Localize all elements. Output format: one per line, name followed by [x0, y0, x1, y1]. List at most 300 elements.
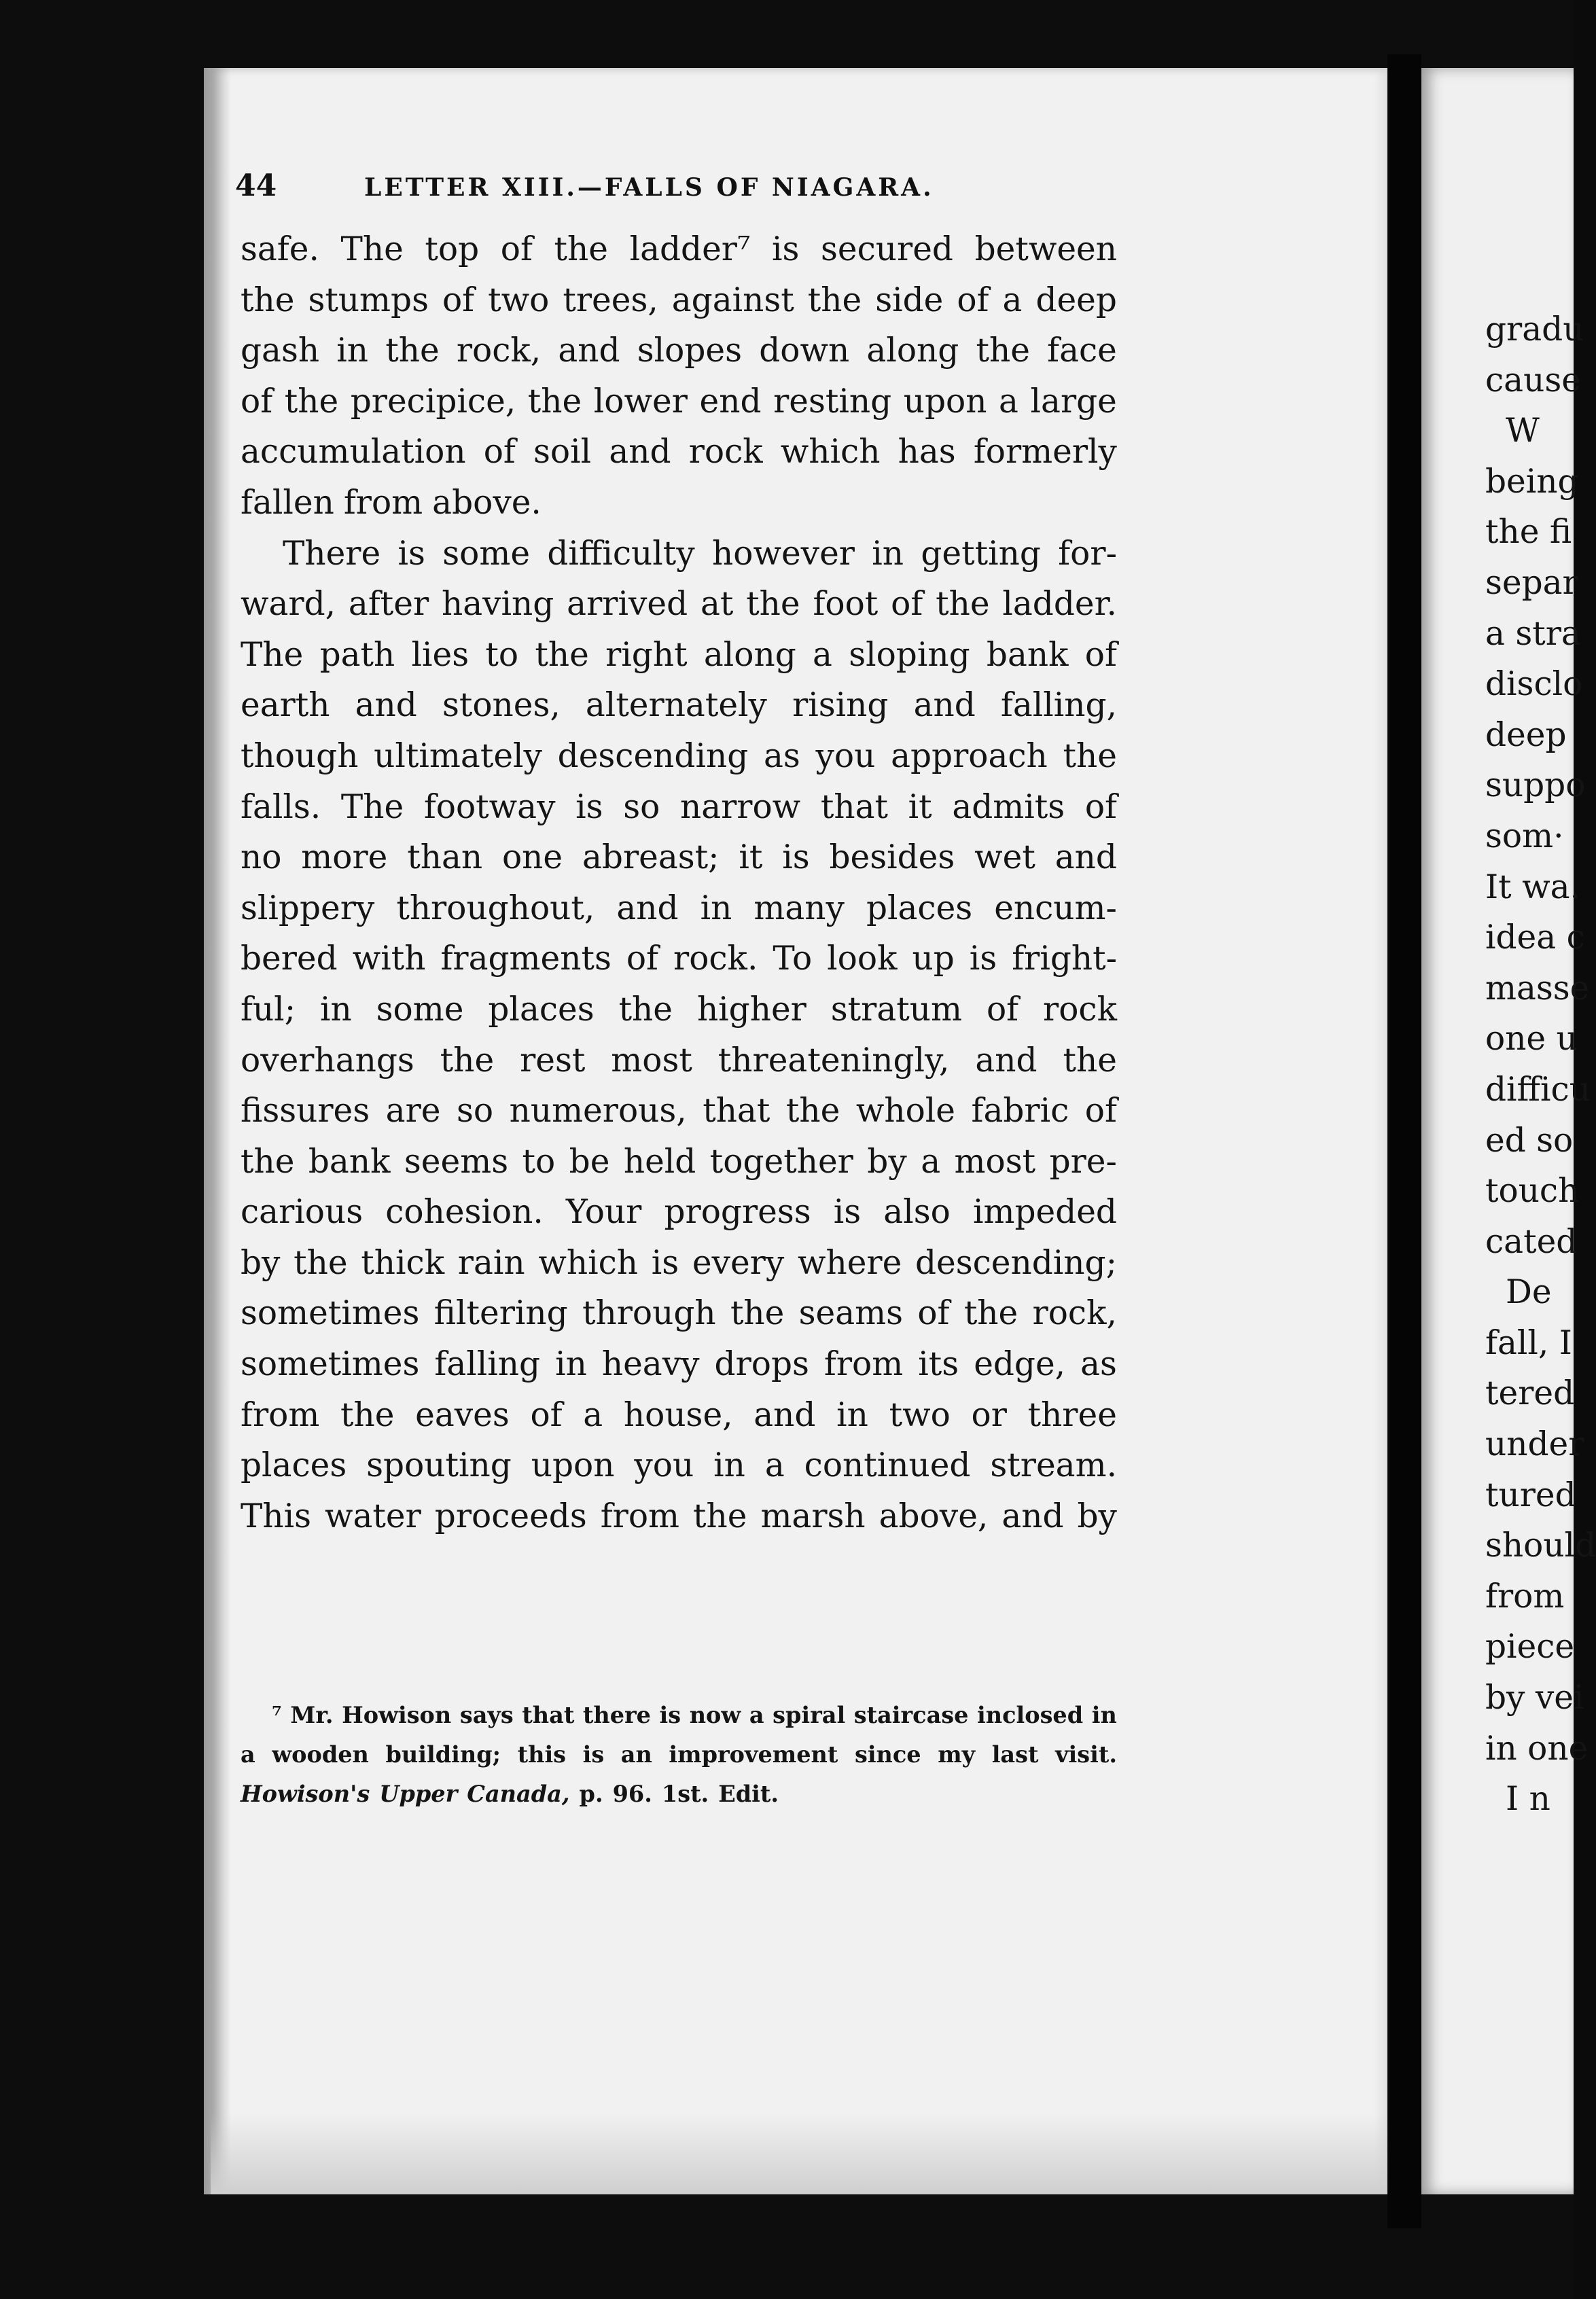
word: there [582, 1702, 651, 1728]
word: are [385, 1092, 441, 1130]
word: is [575, 787, 603, 826]
word: ward, [241, 585, 336, 624]
text-line [241, 275, 1117, 326]
book-gutter [1387, 54, 1421, 2228]
text-line [241, 630, 1117, 681]
word: the [527, 382, 582, 421]
word: To [773, 940, 813, 978]
word: above. [432, 483, 542, 522]
word: safe. [241, 230, 319, 268]
text-line [241, 579, 1117, 630]
text-line [241, 529, 1117, 580]
word: is [582, 1741, 605, 1768]
text-line [241, 1137, 1117, 1188]
right-page-fragment: touch [1485, 1172, 1580, 1211]
word: of [891, 585, 923, 624]
word: above, [879, 1497, 989, 1535]
word: abreast; [582, 838, 720, 877]
right-page-fragment: cated [1485, 1222, 1578, 1261]
word: seems [404, 1142, 509, 1181]
word: up [912, 940, 955, 978]
text-line [241, 1238, 1117, 1289]
word: the [535, 635, 589, 674]
word: it [739, 838, 763, 877]
footnote-line [241, 1735, 1117, 1775]
text-line [241, 680, 1117, 731]
word: accumulation [241, 433, 466, 471]
word: whole [855, 1092, 955, 1130]
word: through [582, 1294, 716, 1333]
right-page-fragment: separ [1485, 563, 1578, 602]
word: staircase [853, 1702, 969, 1728]
word: the [730, 1294, 785, 1333]
word: you [815, 736, 876, 775]
word: at [700, 585, 734, 624]
word: proceeds [434, 1497, 587, 1535]
word: heavy [601, 1345, 700, 1384]
word: pre- [1049, 1142, 1117, 1181]
word: secured [821, 230, 953, 268]
word: rock, [1032, 1294, 1117, 1333]
word: after [348, 585, 429, 624]
right-page-fragment: ed so [1485, 1121, 1574, 1160]
word: sloping [849, 635, 970, 674]
word: lower [593, 382, 688, 421]
text-line [241, 1491, 1117, 1542]
word: and [753, 1395, 816, 1434]
word: the [284, 382, 339, 421]
right-page-fragment: tured [1485, 1476, 1576, 1514]
word: impeded [972, 1193, 1117, 1232]
word: every [692, 1243, 785, 1282]
word: an [620, 1741, 652, 1768]
word: face [1047, 332, 1117, 370]
word: more [301, 838, 388, 877]
word: foot [813, 585, 879, 624]
word: fragments [440, 940, 611, 978]
word: seams [798, 1294, 904, 1333]
word: the [385, 332, 440, 370]
word: the [936, 585, 990, 624]
word: spouting [366, 1446, 512, 1485]
word: There [283, 534, 381, 573]
word: of [241, 382, 273, 421]
word: difficulty [547, 534, 695, 573]
word: soil [533, 433, 592, 471]
word: lies [411, 635, 469, 674]
word: the [440, 1041, 495, 1080]
word: the [807, 281, 862, 319]
word: resting [773, 382, 892, 421]
word: than [407, 838, 483, 877]
word: that [703, 1092, 770, 1130]
word: places [241, 1446, 347, 1485]
word: that [522, 1702, 575, 1728]
word: of [986, 990, 1019, 1029]
word: fissures [241, 1092, 370, 1130]
word: the [241, 1142, 295, 1181]
word: bank [986, 635, 1069, 674]
word: threateningly, [717, 1041, 950, 1080]
word: upon [531, 1446, 615, 1485]
word: by [1077, 1497, 1117, 1535]
word: places [866, 889, 973, 927]
word: upon [903, 382, 987, 421]
word: with [352, 940, 426, 978]
word: wooden [272, 1741, 369, 1768]
word: in [713, 1446, 745, 1485]
word: so [623, 787, 660, 826]
word: rising [792, 686, 889, 725]
word: ful; [241, 990, 296, 1029]
word: you [634, 1446, 694, 1485]
word: cohesion. [385, 1193, 544, 1232]
word: The [241, 635, 304, 674]
word: of [530, 1395, 563, 1434]
word: approach [891, 736, 1048, 775]
word: of [1084, 635, 1117, 674]
word: and [355, 686, 417, 725]
word: ultimately [374, 736, 542, 775]
right-page-fragment: fall, I [1485, 1323, 1572, 1362]
right-page-fragment: cause [1485, 361, 1581, 399]
word: alternately [585, 686, 767, 725]
word: large [1030, 382, 1117, 421]
word: edge, [974, 1345, 1066, 1384]
word: higher [696, 990, 806, 1029]
right-page-fragment: gradu [1485, 310, 1584, 349]
word: held [623, 1142, 696, 1181]
word: Howison [342, 1702, 452, 1728]
word: water [324, 1497, 421, 1535]
word: three [1027, 1395, 1117, 1434]
word: the [340, 1395, 395, 1434]
word: however [712, 534, 855, 573]
right-page-fragment: the fi [1485, 513, 1572, 552]
word: inclosed [977, 1702, 1084, 1728]
word: rock [688, 433, 763, 471]
word: of [1084, 1092, 1117, 1130]
right-page-fragment: difficu [1485, 1070, 1591, 1109]
word: descending; [915, 1243, 1117, 1282]
word: of [442, 281, 475, 319]
word: of [917, 1294, 950, 1333]
word: along [866, 332, 959, 370]
right-page-text [1485, 304, 1596, 1825]
word: carious [241, 1193, 363, 1232]
word: to [485, 635, 519, 674]
word: my [938, 1741, 976, 1768]
word: and [616, 889, 679, 927]
word: side [875, 281, 944, 319]
page-bottom-edge [211, 2113, 1394, 2194]
word: fright- [1012, 940, 1117, 978]
text-line [241, 224, 1117, 275]
right-page-fragment: should [1485, 1527, 1596, 1565]
word: from [241, 1395, 320, 1434]
word: The [340, 787, 404, 826]
word: a [921, 1142, 941, 1181]
right-page-fragment: It wa. [1485, 868, 1580, 906]
text-line [241, 1339, 1117, 1390]
word: many [753, 889, 845, 927]
word: having [441, 585, 554, 624]
word: it [908, 787, 932, 826]
word: as [763, 736, 800, 775]
word: stream. [990, 1446, 1117, 1485]
word: progress [664, 1193, 811, 1232]
body-text [241, 224, 1117, 1541]
word: against [671, 281, 794, 319]
word: a [999, 382, 1018, 421]
word: thick [361, 1243, 445, 1282]
running-head [235, 168, 1118, 230]
word: the [1063, 1041, 1117, 1080]
word: slopes [637, 332, 743, 370]
word: sometimes [241, 1345, 420, 1384]
word: house, [623, 1395, 733, 1434]
word: most [611, 1041, 692, 1080]
word: footway [423, 787, 556, 826]
word: numerous, [509, 1092, 687, 1130]
word: ⁷ [272, 1702, 282, 1728]
word: falling, [1000, 686, 1117, 725]
word: in [836, 1395, 868, 1434]
word: falls. [241, 787, 321, 826]
text-line [241, 427, 1117, 478]
word: the [963, 1294, 1018, 1333]
footnote-citation [241, 1775, 1117, 1814]
word: the [693, 1497, 747, 1535]
word: The [340, 230, 404, 268]
right-page-fragment: one u [1485, 1020, 1578, 1058]
word: is [833, 1193, 862, 1232]
word: arrived [567, 585, 688, 624]
word: also [883, 1193, 951, 1232]
text-line [241, 478, 1117, 529]
word: two [488, 281, 550, 319]
footnote-line [241, 1696, 1117, 1735]
word: though [241, 736, 359, 775]
word: marsh [760, 1497, 866, 1535]
text-line [241, 1035, 1117, 1086]
right-page-fragment: De [1506, 1273, 1552, 1312]
word: This [241, 1497, 311, 1535]
word: from [823, 1345, 904, 1384]
word: wet [974, 838, 1035, 877]
word: one [501, 838, 563, 877]
text-line [241, 1288, 1117, 1339]
word: throughout, [396, 889, 595, 927]
word: trees, [563, 281, 658, 319]
right-page-fragment: piece [1485, 1628, 1575, 1667]
word: and [1001, 1497, 1064, 1535]
word: down [759, 332, 850, 370]
word: and [975, 1041, 1038, 1080]
word: the [746, 585, 800, 624]
word: of [957, 281, 989, 319]
word: encum- [994, 889, 1117, 927]
word: and [558, 332, 620, 370]
right-page-fragment: in one [1485, 1729, 1589, 1768]
word: admits [952, 787, 1065, 826]
right-page-fragment: W [1506, 412, 1540, 450]
word: rock [1043, 990, 1117, 1029]
right-page-fragment: suppo [1485, 766, 1586, 805]
text-line [241, 933, 1117, 984]
text-line [241, 1440, 1117, 1491]
right-page-fragment: by vei [1485, 1679, 1584, 1717]
word: stumps [308, 281, 429, 319]
word: spiral [773, 1702, 846, 1728]
word: says [459, 1702, 514, 1728]
word: and [609, 433, 671, 471]
word: and [1054, 838, 1117, 877]
right-page-fragment: tered [1485, 1374, 1575, 1413]
word: is [651, 1243, 679, 1282]
word: in [700, 889, 732, 927]
word: in [319, 990, 352, 1029]
text-line [241, 731, 1117, 782]
word: falling [434, 1345, 541, 1384]
word: right [605, 635, 688, 674]
word: now [689, 1702, 741, 1728]
word: the [976, 332, 1030, 370]
word: for- [1058, 534, 1117, 573]
right-page-fragment: under [1485, 1425, 1584, 1464]
text-line [241, 883, 1117, 934]
word: where [797, 1243, 902, 1282]
right-page-fragment: disclo [1485, 665, 1583, 704]
page-number: 44 [235, 168, 277, 203]
word: formerly [973, 433, 1117, 471]
word: places [488, 990, 595, 1029]
word: along [703, 635, 796, 674]
word: the [1063, 736, 1117, 775]
word: sometimes [241, 1294, 420, 1333]
word: that [820, 787, 888, 826]
word: rock, [456, 332, 542, 370]
word: Mr. [290, 1702, 334, 1728]
word: rock. [673, 940, 758, 978]
word: a [749, 1702, 764, 1728]
word: precipice, [350, 382, 516, 421]
word: a [813, 635, 832, 674]
word: besides [829, 838, 955, 877]
word: 1st. [661, 1781, 709, 1807]
word: descending [557, 736, 749, 775]
word: Edit. [718, 1781, 779, 1807]
word: the [618, 990, 673, 1029]
word: two [889, 1395, 951, 1434]
word: drops [714, 1345, 809, 1384]
word: the [554, 230, 608, 268]
right-page-fragment: being [1485, 462, 1579, 501]
word: gash [241, 332, 320, 370]
text-line [241, 376, 1117, 427]
word: rain [457, 1243, 525, 1282]
text-line [241, 984, 1117, 1035]
word: is [772, 230, 800, 268]
text-line [241, 1187, 1117, 1238]
page-edge-shadow [204, 68, 231, 2194]
word: continued [804, 1446, 971, 1485]
text-line [241, 1390, 1117, 1441]
word: together [709, 1142, 853, 1181]
text-line [241, 325, 1117, 376]
word: end [699, 382, 762, 421]
word: stratum [830, 990, 962, 1029]
word: no [241, 838, 282, 877]
text-line [241, 832, 1117, 883]
word: Howison's [241, 1781, 370, 1807]
word: or [971, 1395, 1007, 1434]
word: its [918, 1345, 959, 1384]
word: Your [565, 1193, 642, 1232]
word: ladder. [1002, 585, 1117, 624]
word: a [1002, 281, 1023, 319]
word: is [659, 1702, 681, 1728]
word: which [780, 433, 881, 471]
word: by [241, 1243, 281, 1282]
right-page-fragment: masse [1485, 969, 1590, 1008]
word: some [442, 534, 531, 573]
word: visit. [1055, 1741, 1117, 1768]
word: Upper [379, 1781, 458, 1807]
word: p. [579, 1781, 603, 1807]
right-page-fragment: deep [1485, 715, 1567, 754]
right-page-fragment: a stra [1485, 614, 1581, 653]
word: as [1080, 1345, 1117, 1384]
word: some [376, 990, 464, 1029]
word: the [294, 1243, 348, 1282]
right-page-fragment: som· [1485, 817, 1564, 855]
word: in [1091, 1702, 1117, 1728]
word: building; [385, 1741, 501, 1768]
word: look [827, 940, 898, 978]
word: deep [1035, 281, 1117, 319]
word: and [913, 686, 976, 725]
word: of [500, 230, 533, 268]
word: filtering [433, 1294, 568, 1333]
right-page-fragment: idea c [1485, 919, 1585, 957]
word: getting [921, 534, 1041, 573]
word: between [974, 230, 1117, 268]
word: to [522, 1142, 556, 1181]
word: top [425, 230, 480, 268]
word: earth [241, 686, 330, 725]
word: path [319, 635, 395, 674]
word: has [898, 433, 956, 471]
word: bered [241, 940, 338, 978]
word: of [483, 433, 516, 471]
word: is [782, 838, 810, 877]
word: rest [520, 1041, 586, 1080]
word: which [538, 1243, 639, 1282]
right-page-fragment: I n [1506, 1780, 1550, 1819]
word: last [991, 1741, 1039, 1768]
text-line [241, 1086, 1117, 1137]
word: improvement [669, 1741, 838, 1768]
word: the [785, 1092, 840, 1130]
word: in [872, 534, 904, 573]
text-line [241, 782, 1117, 833]
word: a [241, 1741, 255, 1768]
word: Canada, [467, 1781, 570, 1807]
word: fabric [971, 1092, 1069, 1130]
word: slippery [241, 889, 375, 927]
word: in [555, 1345, 587, 1384]
